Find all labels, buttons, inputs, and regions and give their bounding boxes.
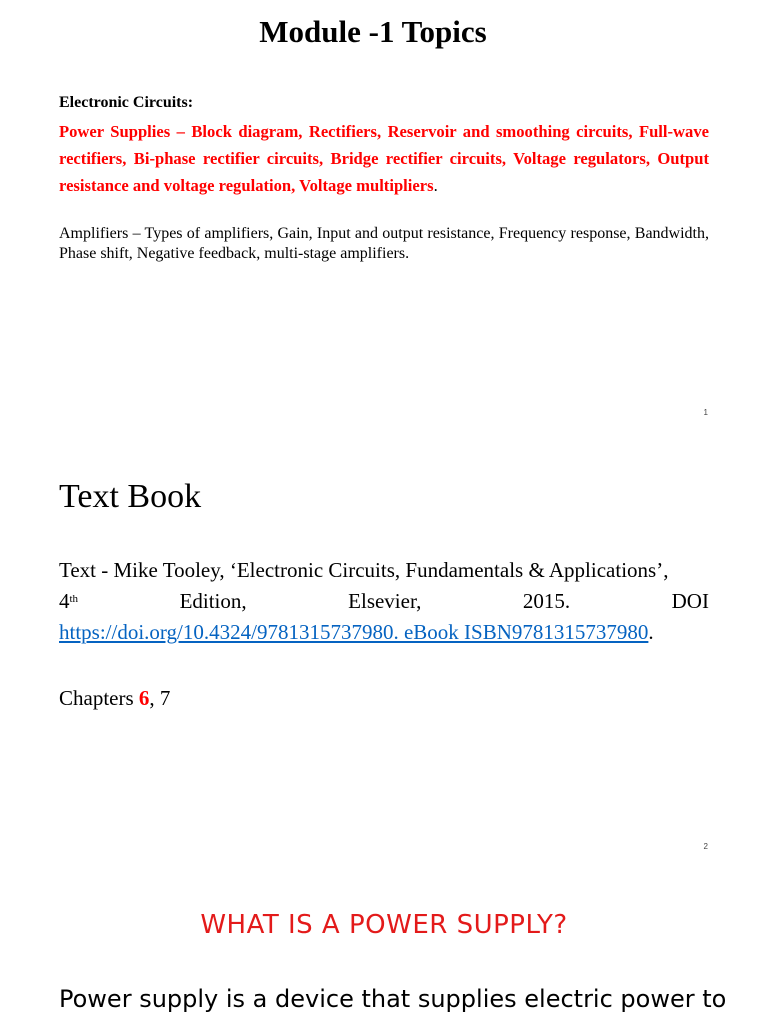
sub-heading: Electronic Circuits: (59, 94, 194, 111)
doi-line (59, 617, 709, 648)
page-number: 2 (703, 842, 708, 851)
chapter-rest: , 7 (149, 686, 171, 710)
chapters-line (59, 686, 170, 711)
power-supply-definition: Power supply is a device that supplies electric power to (59, 985, 727, 1013)
amplifiers-topics: Amplifiers – Types of amplifiers, Gain, Input and output resistance, Frequency response, Bandwidth, Phase shift, Negative feedback, multi-stage amplifiers. (59, 225, 709, 262)
slide-power-supply (0, 864, 768, 1024)
year: 2015. (522, 589, 571, 613)
period: . (433, 176, 438, 195)
edition-number (59, 586, 78, 617)
textbook-reference (59, 555, 709, 648)
page-number: 1 (703, 408, 708, 417)
edition-num: 4 (59, 589, 70, 613)
edition-word: Edition, (179, 589, 247, 613)
doi-label: DOI (671, 589, 709, 613)
edition-sup: th (69, 593, 79, 605)
publisher: Elsevier, (348, 589, 422, 613)
power-supplies-topics (59, 118, 709, 199)
textbook-title-line: Text - Mike Tooley, ‘Electronic Circuits, Fundamentals & Applications’, (59, 558, 669, 582)
slide-title: Module -1 Topics (259, 14, 487, 49)
doi-link[interactable]: https://doi.org/10.4324/9781315737980. eBook ISBN9781315737980 (59, 620, 649, 644)
slide-module-topics (0, 0, 768, 432)
slide-title: WHAT IS A POWER SUPPLY? (200, 910, 568, 940)
period: . (648, 620, 654, 644)
slide-title: Text Book (59, 478, 202, 515)
power-supplies-text: Power Supplies – Block diagram, Rectifiers, Reservoir and smoothing circuits, Full-wave rectifiers, Bi-phase rectifier circuits, Bridge rectifier circuits, Voltage regulators, Output resistance and voltage regulation, Voltage multipliers (59, 122, 709, 195)
chapter-highlight: 6 (138, 686, 150, 710)
chapters-label: Chapters (59, 686, 139, 710)
edition-line (59, 586, 709, 617)
slide-text-book (0, 432, 768, 864)
